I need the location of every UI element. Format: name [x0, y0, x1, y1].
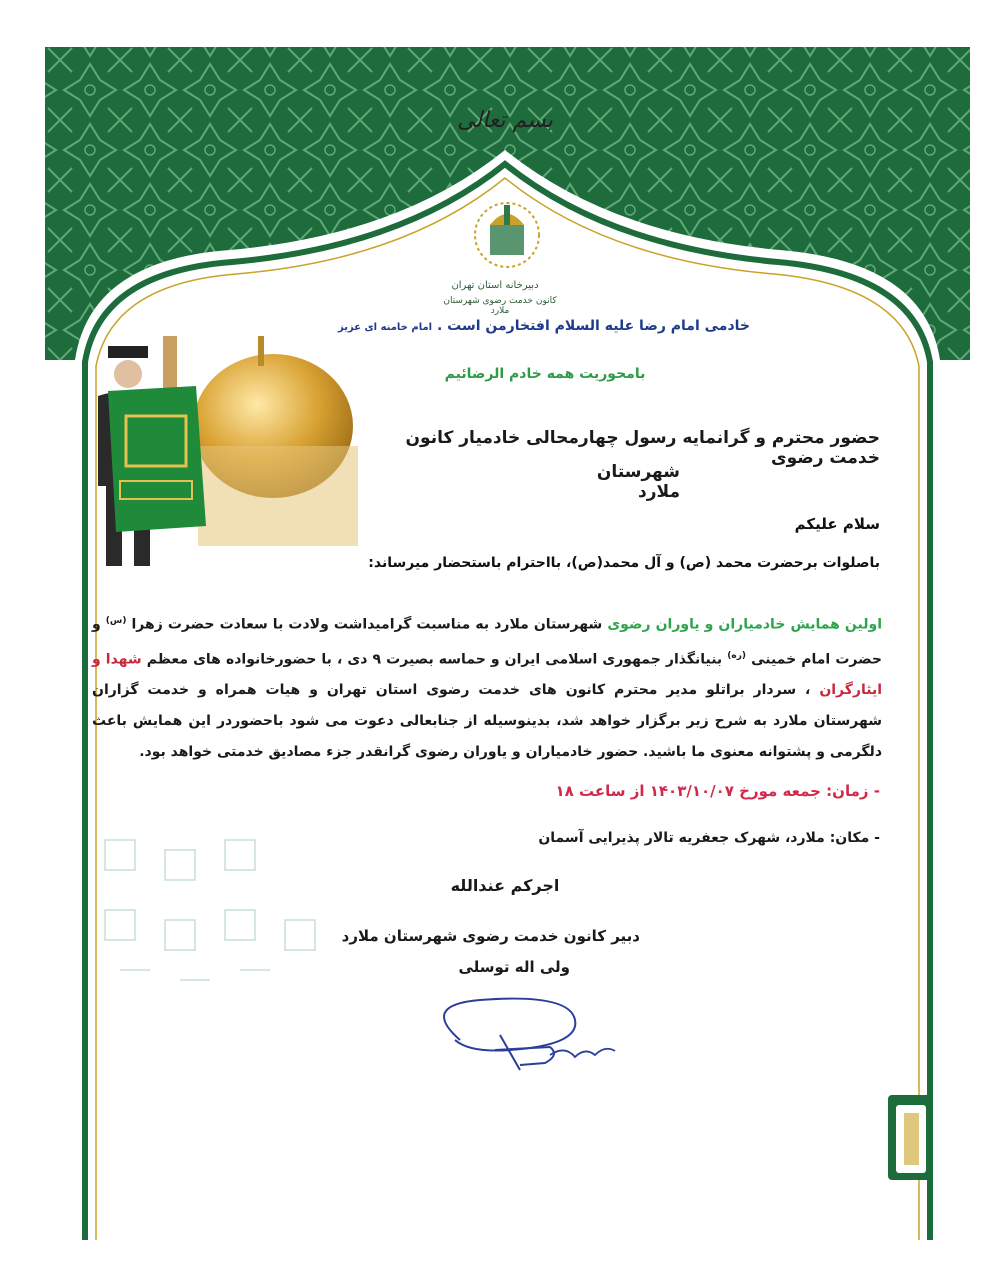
body-part-2: و حضرت امام خمینی	[92, 616, 882, 668]
logo-caption-1: دبیرخانه استان تهران	[451, 280, 539, 291]
quote-attribution: امام خامنه ای عزیز	[338, 322, 433, 333]
quote-text: خادمی امام رضا علیه السلام افتخارمن است .	[436, 318, 750, 334]
honorific-2: (ره)	[727, 650, 746, 661]
salutation: باصلوات برحضرت محمد (ص) و آل محمد(ص)، بااحترام باستحضار میرساند:	[368, 555, 880, 571]
background-pattern	[85, 820, 355, 1000]
event-place: - مکان: ملارد، شهرک جعفریه تالار پذیرایی آسمان	[538, 830, 880, 846]
addressee-line-1: حضور محترم و گرانمایه رسول چهارمحالی خادمیار کانون خدمت رضوی	[405, 428, 880, 468]
motto: بامحوریت همه خادم الرضائیم	[444, 366, 646, 382]
event-time: - زمان: جمعه مورخ ۱۴۰۳/۱۰/۰۷ از ساعت ۱۸	[555, 782, 880, 800]
handwritten-signature	[400, 985, 650, 1095]
greeting: سلام علیکم	[794, 515, 880, 533]
signer-name: ولی اله توسلی	[458, 958, 570, 976]
body-part-4: ، سردار براتلو مدیر محترم کانون های خدمت رضوی استان تهران و هیات همراه و خدمت گزاران شهرستان ملارد به شرح زیر برگزار خواهد شد، بدینوسیله از جنابعالی دعوت می شود باحضوردر این همایش باعث دلگرمی و پشتوانه معنوی ما باشید. حضور خادمیاران و یاوران رضوی گرانقدر جزء مصادیق خدمتی خواهد بود.	[92, 682, 882, 761]
addressee-line-2: شهرستان ملارد	[596, 462, 680, 502]
body-part-1: شهرستان ملارد به مناسبت گرامیداشت ولادت با سعادت حضرت زهرا	[126, 616, 608, 633]
honorific-1: (س)	[105, 616, 127, 626]
invitation-body	[92, 606, 882, 768]
logo-caption-2: کانون خدمت رضوی شهرستان ملارد	[443, 296, 557, 316]
event-name: اولین همایش خادمیاران و یاوران رضوی	[607, 616, 883, 633]
martyrs-highlight: شهدا و ایثارگران	[92, 651, 882, 699]
closing-phrase: اجرکم عندالله	[450, 876, 560, 895]
shrine-photo	[88, 296, 378, 576]
basmala: بسم تعالی	[457, 108, 553, 133]
signer-title: دبیر کانون خدمت رضوی شهرستان ملارد	[341, 927, 640, 945]
body-part-3: بنیانگذار جمهوری اسلامی ایران و حماسه بصیرت ۹ دی ، با حضورخانواده های معظم	[141, 651, 728, 668]
leader-quote	[330, 318, 750, 334]
